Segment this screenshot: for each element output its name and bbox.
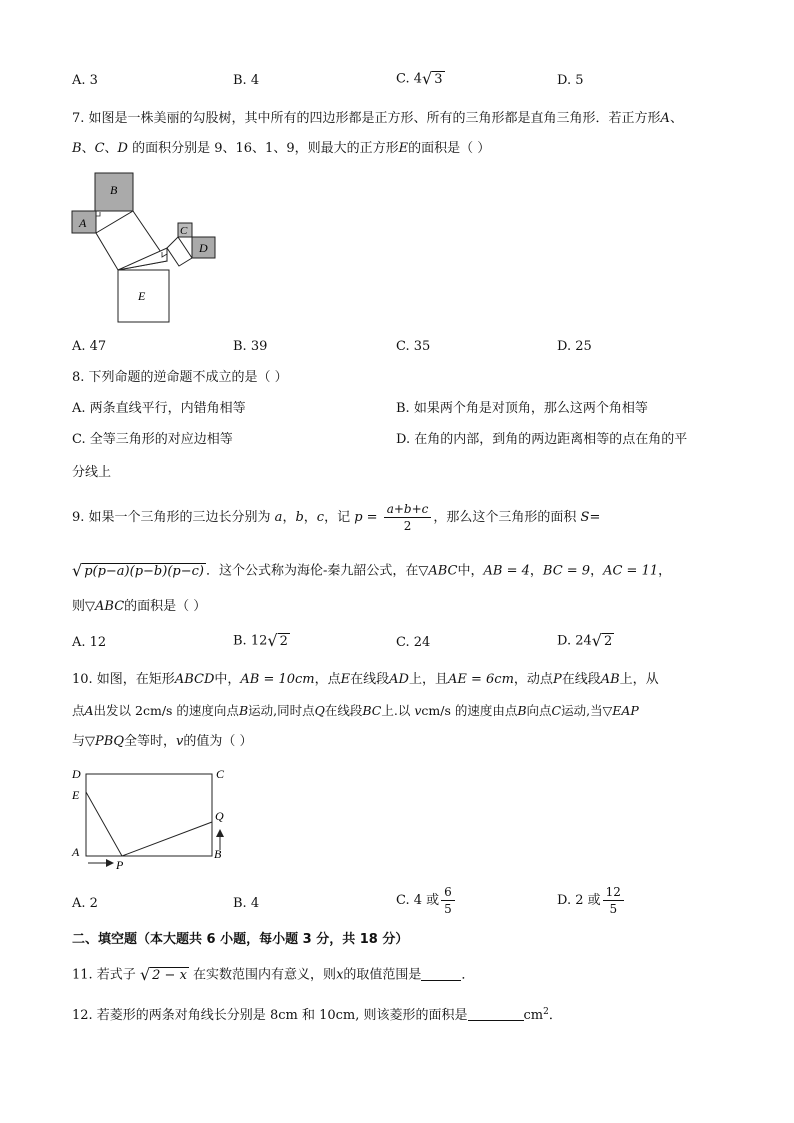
label-b: B (214, 847, 222, 861)
q8-option-d-continued: 分线上 (72, 465, 112, 480)
answer-blank[interactable] (468, 1020, 524, 1021)
q6-option-b: B. 4 (233, 73, 260, 88)
label-a: A (72, 845, 80, 859)
q9-stem-line2: √ p(p−a)(p−b)(p−c) ．这个公式称为海伦-秦九韶公式，在▽ABC中，AB = 4，BC = 9，AC = 11， (72, 561, 672, 580)
q7-stem-line1: 7. 如图是一株美丽的勾股树，其中所有的四边形都是正方形、所有的三角形都是直角三角形．若正方形A、 (72, 111, 683, 126)
label-d: D (72, 767, 81, 781)
q8-option-b: B. 如果两个角是对顶角，那么这两个角相等 (396, 401, 648, 416)
label-q: Q (215, 809, 224, 823)
q7-option-d: D. 25 (557, 339, 592, 354)
q8-option-a: A. 两条直线平行，内错角相等 (72, 401, 246, 416)
label-p: P (116, 858, 124, 872)
q6-option-c: C. 4 √ 3 (396, 69, 443, 88)
q10-stem-line3: 与▽PBQ全等时，v的值为（ ） (72, 734, 253, 749)
rectangle-figure (66, 762, 236, 874)
pythagoras-tree-figure (66, 168, 226, 330)
label-d: D (199, 241, 208, 255)
answer-blank[interactable] (421, 980, 461, 981)
q7-stem-line2: B、C、D 的面积分别是 9、16、1、9，则最大的正方形E的面积是（ ） (72, 141, 491, 156)
q10-option-d: D. 2 或 $\frac{12}{5}$ (557, 884, 626, 917)
q9-option-a: A. 12 (72, 635, 107, 650)
q10-stem-line2: 点A出发以 2cm/s 的速度向点B运动,同时点Q在线段BC上.以 vcm/s 的速度由点B向点C运动,当▽EAP (72, 703, 639, 718)
q10-stem-line1: 10. 如图，在矩形ABCD中，AB = 10cm，点E在线段AD上，且AE = 6cm，动点P在线段AB上，从 (72, 672, 659, 687)
q9-option-d: D. 24 √ 2 (557, 631, 613, 650)
q7-option-c: C. 35 (396, 339, 431, 354)
segment-pq (122, 822, 212, 856)
right-tilted-square (167, 237, 192, 266)
section-heading: 二、填空题（本大题共 6 小题，每小题 3 分，共 18 分） (72, 932, 409, 947)
label-c: C (216, 767, 225, 781)
q10-option-b: B. 4 (233, 896, 260, 911)
q6-option-a: A. 3 (72, 73, 98, 88)
q10-option-a: A. 2 (72, 896, 98, 911)
rectangle-abcd (86, 774, 212, 856)
q9-stem-line3: 则▽ABC的面积是（ ） (72, 599, 207, 614)
q11-stem: 11. 若式子 √ 2 − x 在实数范围内有意义，则x的取值范围是 ． (72, 965, 475, 984)
segment-ep (86, 792, 122, 856)
q9-stem-line1: 9. 如果一个三角形的三边长分别为 a，b，c，记 p = $\frac{a+b+c}{2}$ ，那么这个三角形的面积 S= (72, 502, 601, 533)
label-a: A (79, 216, 87, 230)
q7-option-a: A. 47 (72, 339, 107, 354)
arrow-up-icon (216, 829, 224, 837)
q7-option-b: B. 39 (233, 339, 268, 354)
q9-option-b: B. 12 √ 2 (233, 631, 288, 650)
q6-option-d: D. 5 (557, 73, 584, 88)
q10-option-c: C. 4 或 $\frac{6}{5}$ (396, 884, 457, 917)
q8-option-c: C. 全等三角形的对应边相等 (72, 432, 233, 447)
arrow-right-icon (106, 859, 114, 867)
label-e: E (138, 289, 146, 303)
q12-stem: 12. 若菱形的两条对角线长分别是 8cm 和 10cm, 则该菱形的面积是 $cm^2$． (72, 1007, 562, 1023)
label-c: C (180, 225, 188, 237)
label-b: B (110, 183, 118, 197)
q8-option-d: D. 在角的内部，到角的两边距离相等的点在角的平 (396, 432, 688, 447)
q9-option-c: C. 24 (396, 635, 431, 650)
q8-stem: 8. 下列命题的逆命题不成立的是（ ） (72, 370, 288, 385)
label-e: E (72, 788, 80, 802)
